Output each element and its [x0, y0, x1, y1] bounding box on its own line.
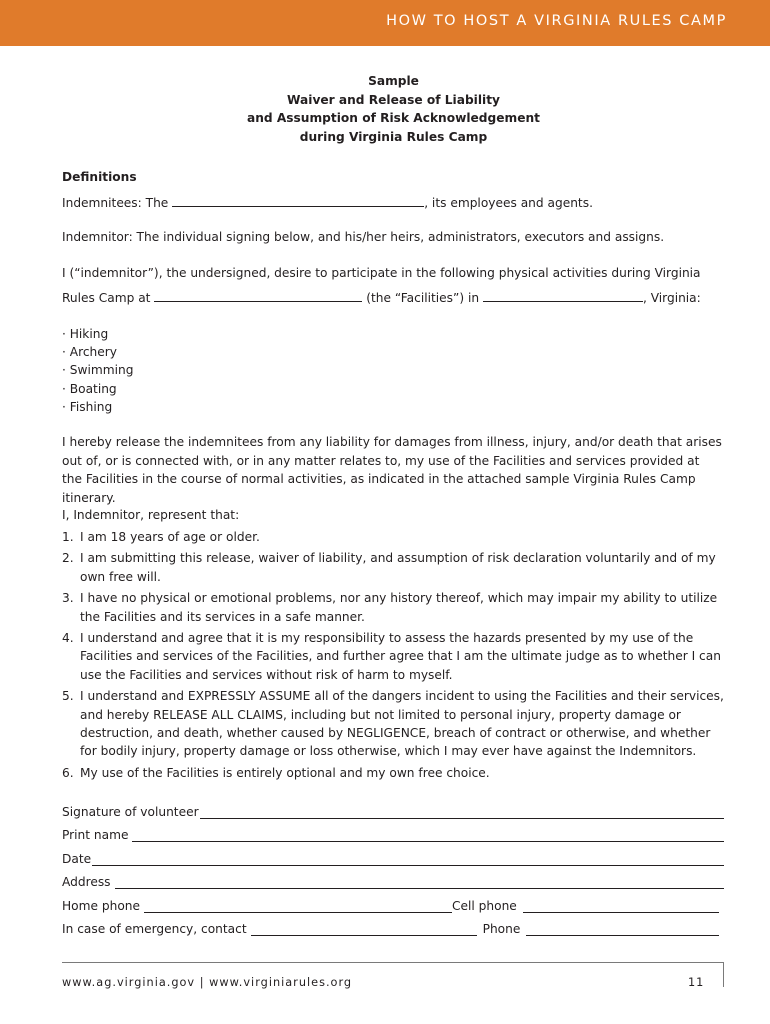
- list-item: · Boating: [62, 381, 117, 396]
- city-blank[interactable]: [483, 289, 643, 302]
- indemnitees-blank[interactable]: [172, 194, 424, 207]
- header-bar: [0, 0, 770, 46]
- phone-row: [62, 899, 719, 913]
- represent-heading: I, Indemnitor, represent that:: [62, 508, 240, 522]
- list-item: · Swimming: [62, 363, 134, 378]
- intro-suffix: , Virginia:: [642, 291, 701, 305]
- header-title: HOW TO HOST A VIRGINIA RULES CAMP: [386, 13, 727, 29]
- cell-phone-label: Cell phone: [452, 899, 517, 913]
- footer-urls: www.ag.virginia.gov | www.virginiarules.org: [62, 976, 353, 989]
- intro-line-2: [62, 289, 701, 305]
- signature-row: [62, 805, 724, 819]
- list-item: · Archery: [62, 345, 117, 360]
- definitions-heading: Definitions: [62, 170, 137, 184]
- list-item: 3. I have no physical or emotional problems, nor any history thereof, which may impair my ability to utilize the Facilities and its services in a safe manner.: [62, 591, 718, 624]
- indemnitor-definition: Indemnitor: The individual signing below, and his/her heirs, administrators, executors and assigns.: [62, 230, 665, 244]
- camp-location-blank[interactable]: [154, 289, 362, 302]
- emergency-contact-field[interactable]: [251, 923, 477, 936]
- print-name-row: [62, 828, 724, 842]
- signature-field[interactable]: [200, 805, 724, 819]
- title-line-2: Waiver and Release of Liability: [287, 92, 500, 107]
- footer-divider: [62, 962, 724, 963]
- address-label: Address: [62, 875, 111, 889]
- title-line-3: and Assumption of Risk Acknowledgement: [247, 111, 540, 126]
- intro-prefix: Rules Camp at: [62, 291, 151, 305]
- intro-line-1: I (“indemnitor”), the undersigned, desire to participate in the following physical activities during Virginia: [62, 266, 701, 280]
- footer-divider-tick: [723, 962, 724, 987]
- list-item: · Fishing: [62, 399, 113, 414]
- indemnitees-suffix: , its employees and agents.: [424, 196, 593, 210]
- list-item: 1. I am 18 years of age or older.: [62, 530, 260, 544]
- home-phone-label: Home phone: [62, 899, 141, 913]
- indemnitees-prefix: Indemnitees: The: [62, 196, 169, 210]
- print-name-field[interactable]: [132, 828, 724, 842]
- page-number: 11: [688, 976, 705, 989]
- emergency-label: In case of emergency, contact: [62, 922, 247, 936]
- intro-middle: (the “Facilities”) in: [366, 291, 480, 305]
- address-field[interactable]: [115, 875, 724, 889]
- list-item: 2. I am submitting this release, waiver of liability, and assumption of risk declaration voluntarily and of my own free will.: [62, 551, 716, 584]
- representations-list: [62, 528, 727, 782]
- release-paragraph: I hereby release the indemnitees from any liability for damages from illness, injury, and/or death that arises out of, or is connected with, or in any matter relates to, my use of the Facilities and services provided at the Facilities in the course of normal activities, as indicated in the attached sample Virginia Rules Camp itinerary.: [62, 435, 722, 505]
- list-item: 6. My use of the Facilities is entirely optional and my own free choice.: [62, 765, 490, 780]
- document-title: [0, 72, 770, 146]
- signature-label: Signature of volunteer: [62, 805, 199, 819]
- emergency-phone-label: Phone: [482, 922, 521, 936]
- cell-phone-field[interactable]: [523, 899, 719, 913]
- indemnitees-line: [62, 194, 593, 210]
- emergency-row: [62, 922, 719, 936]
- date-label: Date: [62, 852, 92, 866]
- activities-list: [62, 325, 133, 416]
- home-phone-field[interactable]: [144, 900, 452, 913]
- emergency-phone-field[interactable]: [526, 922, 719, 936]
- print-name-label: Print name: [62, 828, 129, 842]
- list-item: 5. I understand and EXPRESSLY ASSUME all of the dangers incident to using the Facilities and their services, and hereby RELEASE ALL CLAIMS, including but not limited to personal injury, property damage or destruction, and death, whether caused by NEGLIGENCE, breach of contract or otherwise, and whether for bodily injury, property damage or loss otherwise, which I may ever have against the Indemnitors.: [62, 689, 724, 759]
- address-row: [62, 875, 724, 889]
- date-row: [62, 852, 724, 866]
- title-line-4: during Virginia Rules Camp: [299, 129, 488, 144]
- date-field[interactable]: [92, 852, 724, 866]
- title-line-1: Sample: [368, 74, 419, 88]
- list-item: · Hiking: [62, 327, 109, 341]
- list-item: 4. I understand and agree that it is my responsibility to assess the hazards presented by my use of the Facilities and services of the Facilities, and further agree that I am the ultimate judge as to whether I can use the Facilities and services without risk of harm to myself.: [62, 631, 721, 682]
